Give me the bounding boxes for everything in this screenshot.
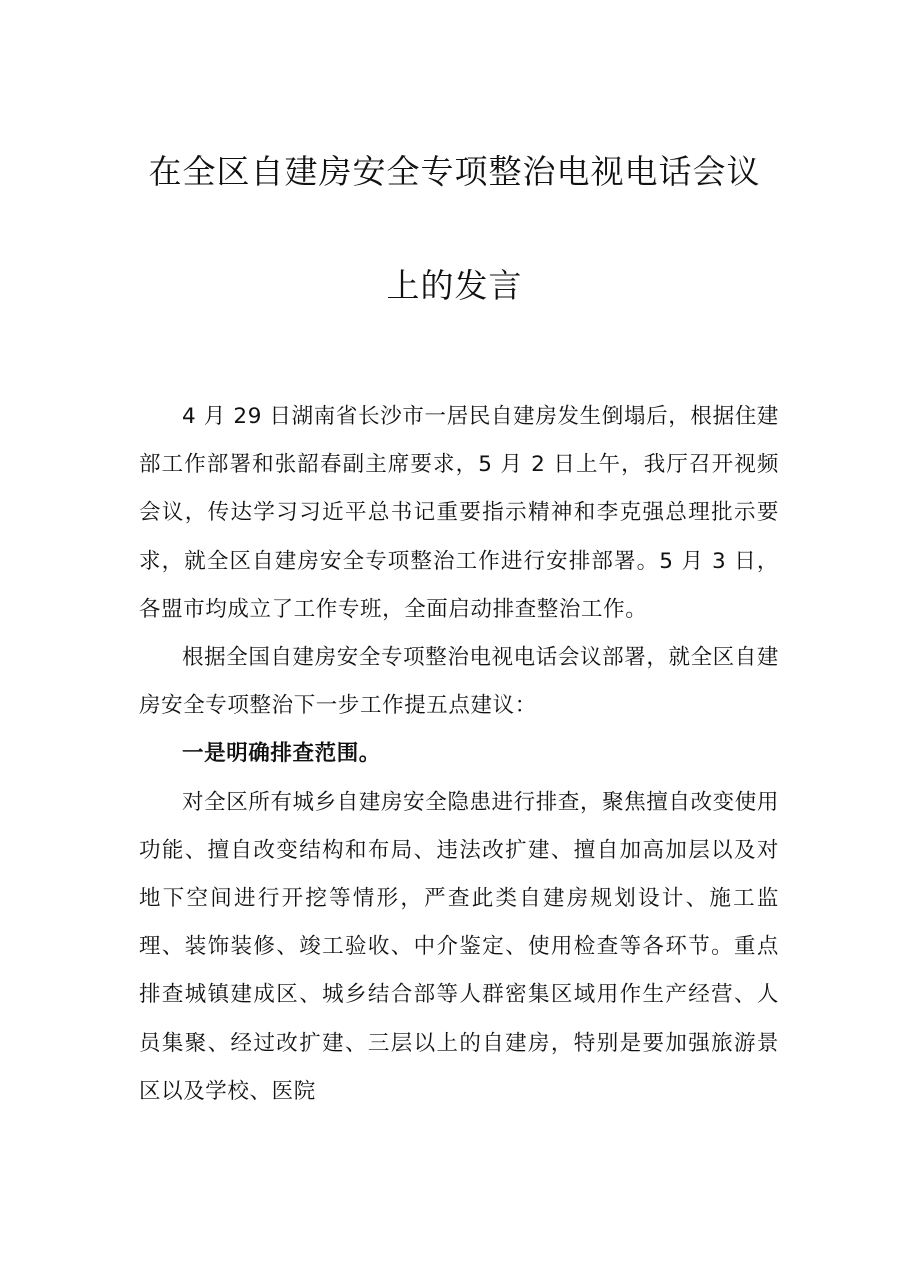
document-title-line-1: 在全区自建房安全专项整治电视电话会议 — [148, 152, 761, 191]
document-title-line-2: 上的发言 — [386, 266, 523, 305]
paragraph-intro: 根据全国自建房安全专项整治电视电话会议部署，就全区自建房安全专项整治下一步工作提五点建议： — [139, 645, 779, 719]
document-body — [139, 393, 779, 1116]
section-heading: 一是明确排查范围。 — [182, 741, 381, 767]
section-paragraph: 对全区所有城乡自建房安全隐患进行排查，聚焦擅自改变使用功能、擅自改变结构和布局、违法改扩建、擅自加高加层以及对地下空间进行开挖等情形，严查此类自建房规划设计、施工监理、装饰装修、竣工验收、中介鉴定、使用检查等各环节。重点排查城镇建成区、城乡结合部等人群密集区域用作生产经营、人员集聚、经过改扩建、三层以上的自建房，特别是要加强旅游景区以及学校、医院 — [139, 789, 779, 1104]
paragraph-background: 4 月 29 日湖南省长沙市一居民自建房发生倒塌后，根据住建部工作部署和张韶春副主席要求，5 月 2 日上午，我厅召开视频会议，传达学习习近平总书记重要指示精神和李克强总理批示要求，就全区自建房安全专项整治工作进行安排部署。5 月 3 日，各盟市均成立了工作专班，全面启动排查整治工作。 — [139, 404, 779, 622]
